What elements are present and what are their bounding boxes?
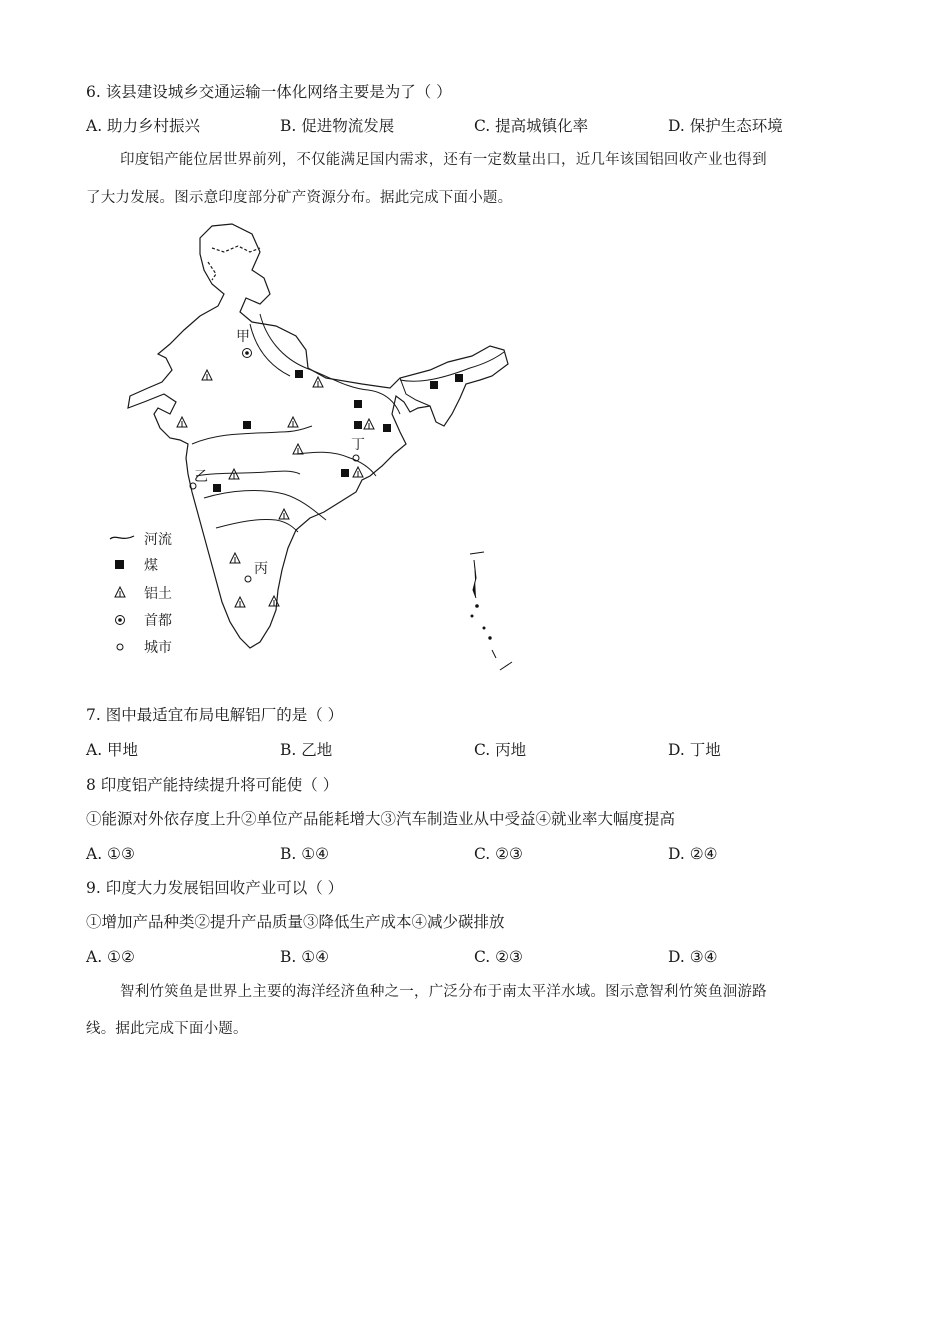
bauxite-triangle [353,467,363,477]
intro2-line1: 智利竹筴鱼是世界上主要的海洋经济鱼种之一，广泛分布于南太平洋水域。图示意智利竹筴鱼洄游路 [120,984,767,1000]
river-godavari [204,491,326,520]
q6-stem: 6. 该县建设城乡交通运输一体化网络主要是为了（ ） [86,83,452,101]
legend [110,531,172,656]
q8-stem: 8 印度铝产能持续提升将可能使（ ） [86,776,339,794]
bauxite-triangle [288,417,298,427]
north-border-dashes [208,246,260,280]
legend-capital-label: 首都 [144,613,172,629]
q9-items: ①增加产品种类②提升产品质量③降低生产成本④减少碳排放 [86,913,505,931]
q8-option-c: C. ②③ [474,845,523,863]
river-tapi [196,471,300,476]
andaman-islands [470,552,512,670]
q9-option-c: C. ②③ [474,948,523,966]
coal-square [430,381,438,389]
q8-option-a: A. ①③ [86,845,135,863]
q7-option-b: B. 乙地 [280,741,333,759]
bauxite-triangle [177,417,187,427]
river-yamuna [250,324,290,376]
legend-coal-icon [115,560,124,569]
bauxite-triangle [313,377,323,387]
legend-city-icon [117,644,123,650]
coal-square [213,484,221,492]
q8-option-d: D. ②④ [668,845,718,863]
place-ding: 丁 [351,437,365,453]
capital-marker-inner [245,351,249,355]
coal-square [295,370,303,378]
q6-option-c: C. 提高城镇化率 [474,117,589,135]
legend-city-label: 城市 [144,640,172,656]
coal-markers [213,370,463,492]
legend-river-label: 河流 [144,532,172,548]
india-outline [128,224,508,648]
legend-bauxite-icon [115,587,125,597]
q6-option-d: D. 保护生态环境 [668,117,783,135]
q9-option-b: B. ①④ [280,948,330,966]
coal-square [383,424,391,432]
coal-square [243,421,251,429]
q7-option-a: A. 甲地 [86,741,139,759]
q9-option-a: A. ①② [86,948,135,966]
coal-square [341,469,349,477]
q8-items: ①能源对外依存度上升②单位产品能耗增大③汽车制造业从中受益④就业率大幅度提高 [86,810,676,828]
legend-coal-label: 煤 [144,558,158,574]
bauxite-triangle [279,509,289,519]
legend-bauxite-label: 铝土 [144,586,172,602]
place-jia: 甲 [236,329,250,345]
bauxite-triangle [364,419,374,429]
intro2-line2: 线。据此完成下面小题。 [86,1021,248,1037]
q8-option-b: B. ①④ [280,845,330,863]
legend-river-icon [110,536,134,539]
river-mahanadi [296,452,376,476]
bauxite-triangle [235,597,245,607]
q9-option-d: D. ③④ [668,948,718,966]
place-bing: 丙 [254,561,268,577]
q9-stem: 9. 印度大力发展铝回收产业可以（ ） [86,879,344,897]
q6-option-b: B. 促进物流发展 [280,117,395,135]
coal-square [354,400,362,408]
q6-option-a: A. 助力乡村振兴 [86,117,201,135]
place-yi: 乙 [194,469,208,485]
intro1-line1: 印度铝产能位居世界前列，不仅能满足国内需求，还有一定数量出口，近几年该国铝回收产业也得到 [120,152,767,168]
intro1-line2: 了大力发展。图示意印度部分矿产资源分布。据此完成下面小题。 [86,190,513,206]
river-krishna [216,519,298,532]
bauxite-markers [177,370,374,607]
river-narmada [192,426,312,444]
legend-capital-icon-inner [118,618,122,622]
bauxite-triangle [229,469,239,479]
city-bing-marker [245,576,251,582]
q7-option-d: D. 丁地 [668,741,721,759]
bauxite-triangle [202,370,212,380]
q7-stem: 7. 图中最适宜布局电解铝厂的是（ ） [86,706,344,724]
india-mineral-map [100,218,530,688]
bauxite-triangle [230,553,240,563]
q7-option-c: C. 丙地 [474,741,527,759]
coal-square [354,421,362,429]
coal-square [455,374,463,382]
bauxite-triangle [293,444,303,454]
